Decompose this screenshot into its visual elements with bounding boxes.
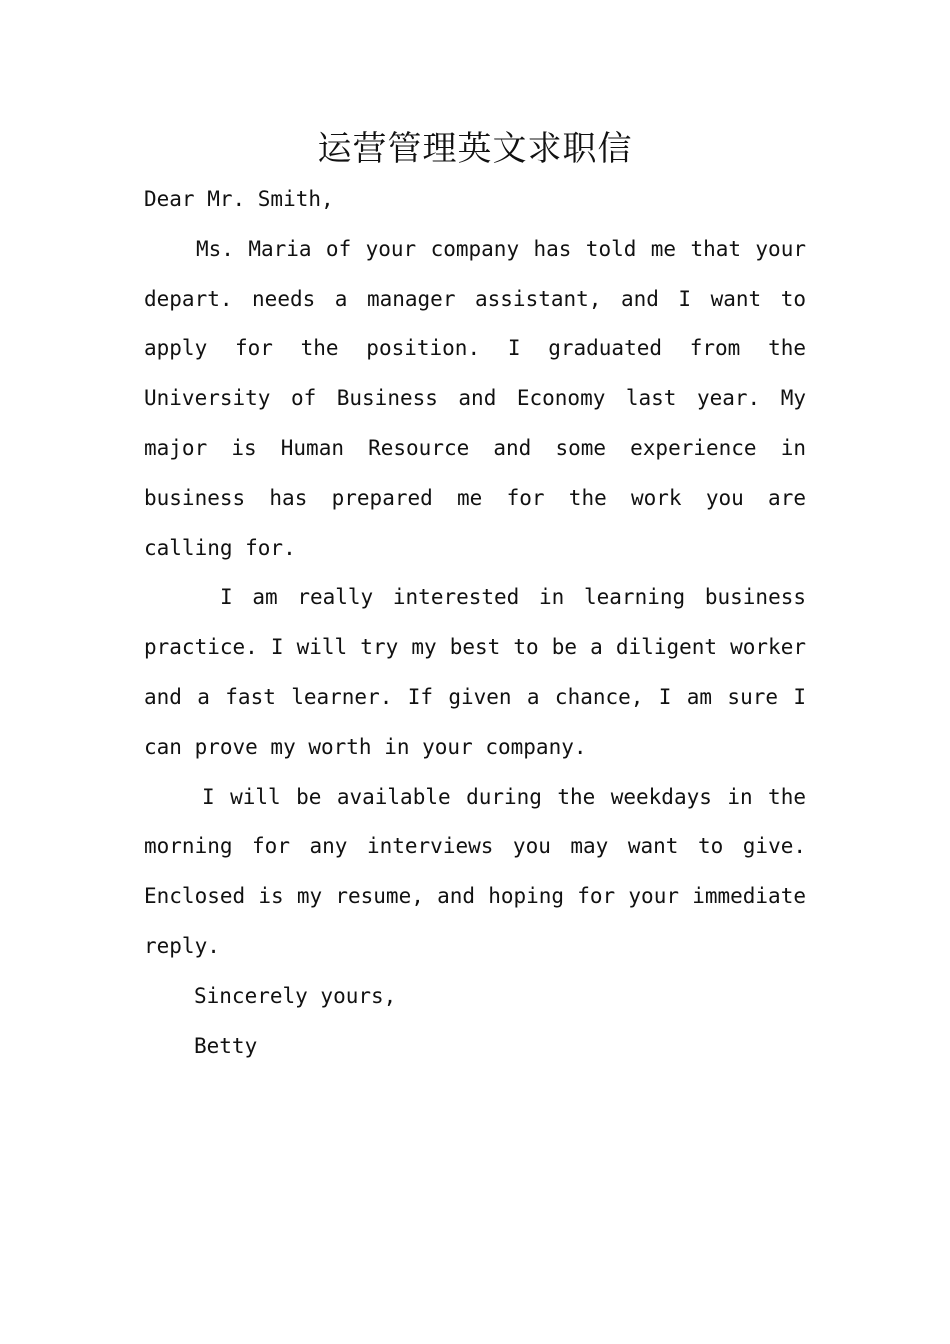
signature: Betty (194, 1033, 258, 1058)
salutation: Dear Mr. Smith, (144, 187, 334, 211)
closing-line: Sincerely yours, (194, 983, 397, 1008)
letter-body (144, 175, 806, 1071)
paragraph-availability: I will be available during the weekdays in the morning for any interviews you may want to give. Enclosed is my resume, and hoping for your immediate reply. (144, 784, 806, 958)
paragraph-interest: I am really interested in learning business practice. I will try my best to be a diligent worker and a fast learner. If given a chance, I am sure I can prove my worth in your company. (144, 585, 806, 759)
paragraph-intro: Ms. Maria of your company has told me that your depart. needs a manager assistant, and I want to apply for the position. I graduated from the University of Business and Economy last year. My major is Human Resource and some experience in business has prepared me for the work you are calling for. (144, 236, 806, 560)
document-title: 运营管理英文求职信 (317, 129, 633, 169)
